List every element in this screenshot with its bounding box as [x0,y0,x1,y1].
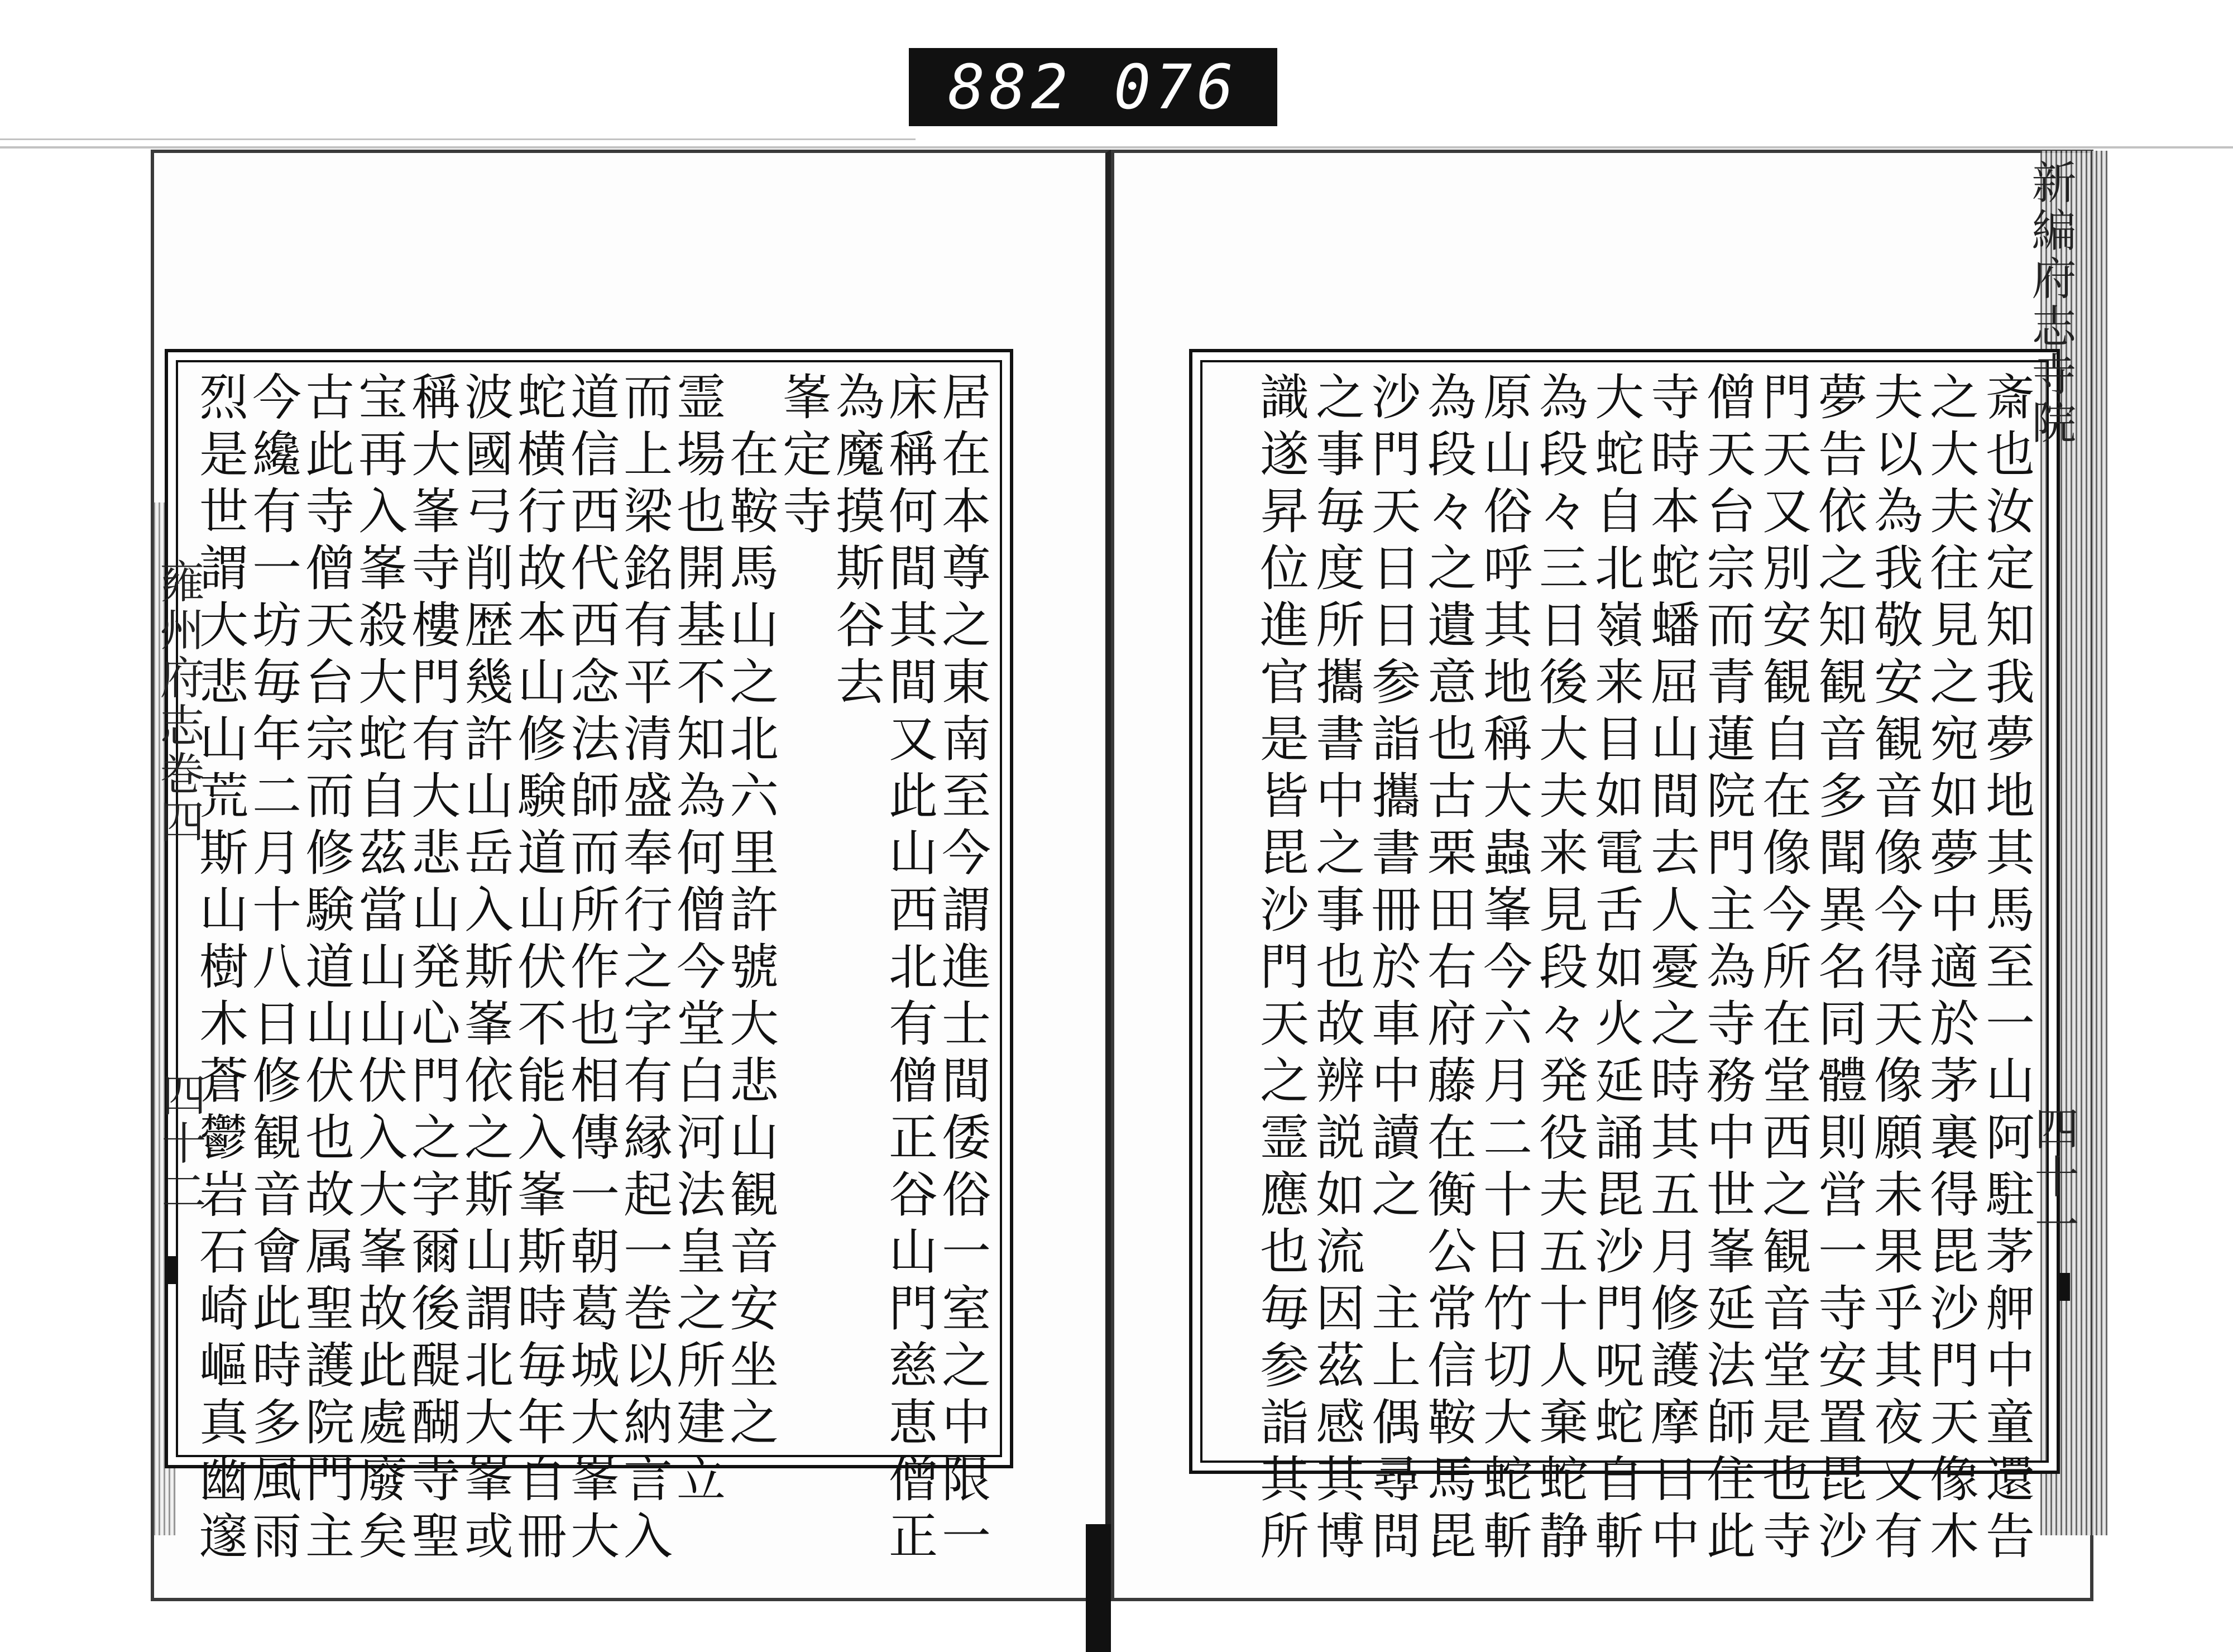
right-col-9: 為段々三日後大夫来見段々発役夫五十人棄蛇静 [1531,371,1589,1567]
left-col-1: 居在本尊之東南至今謂進士間倭俗一室之中限一 [934,371,991,1567]
right-col-8: 大蛇自北嶺来目如電舌如火延誦毘沙門呪蛇自斬 [1587,371,1645,1567]
binding-spine [1086,1524,1111,1652]
right-col-11: 為段々之遺意也古栗田右府藤在衡公常信鞍馬毘 [1420,371,1477,1567]
left-col-7: 而上梁銘有平清盛奉行之字有縁起一巻以納言入 [616,371,673,1567]
left-margin-title: 雍州府志巻四 [152,558,204,846]
archive-label: 882 076 [909,48,1277,126]
left-col-12: 宝再入峯殺大蛇自茲當山山伏入大峯故此處廢矣 [351,371,408,1567]
right-col-1: 斎也汝定知我夢地其馬至一山阿駐茅舺中童還告 [1978,371,2035,1567]
right-col-3: 夫以為我敬安観音像今得天像願未果乎其夜又有 [1866,371,1924,1567]
left-col-6: 霊場也開基不知為何僧今堂白河法皇之所建立 [669,371,726,1510]
left-col-9: 蛇横行故本山修験道山伏不能入峯斯時毎年自冊 [510,371,567,1567]
fold-mark-left [167,1256,178,1284]
right-col-13: 之事毎度所攜書中之事也故辨説如流因茲感其博 [1308,371,1365,1567]
left-col-2: 床稱何間其間又此山西北有僧正谷山門慈恵僧正 [881,371,938,1567]
left-col-11: 稱大峯寺樓門有大悲山発心門之字爾後醍醐寺聖 [404,371,461,1567]
left-page-number: 四十二 [154,1072,206,1216]
right-col-7: 寺時本蛇蟠屈山間去人憂之時其五月修護摩日中 [1643,371,1700,1567]
left-col-14: 今纔有一坊毎年二月十八日修観音會此時多風雨 [245,371,302,1567]
scan-line-top [0,146,2233,149]
left-col-15: 烈是世謂大悲山荒斯山樹木蒼鬱岩石崎嶇真幽邃 [191,371,249,1567]
right-col-10: 原山俗呼其地稱大蟲峯今六月二十日竹切大蛇斬 [1475,371,1533,1567]
left-col-3: 為魔摸斯谷去 [828,371,885,713]
right-col-4: 夢告依之知観音多聞異名同體則営一寺安置毘沙 [1810,371,1868,1567]
left-col-5: 在鞍馬山之北六里許號大悲山観音安坐之 [722,371,779,1453]
fold-mark-right [2060,1273,2070,1301]
right-col-6: 僧天台宗而青蓮院門主為寺務中世峯延法師住此 [1699,371,1756,1567]
right-col-14: 識遂昇位進官是皆毘沙門天之霊應也毎参詣其所 [1252,371,1310,1567]
scan-line-top-2 [0,138,916,140]
right-col-12: 沙門天日日参詣攜書冊於車中讀之 主上偶尋問 [1364,371,1421,1567]
left-col-4-heading: 峯定寺 [775,371,832,542]
right-col-5: 門天又別安観自在像今所在堂西之観音堂是也寺 [1755,371,1812,1567]
left-col-8: 道信西代西念法師而所作也相傳一朝葛城大峯大 [563,371,620,1567]
left-col-13: 古此寺僧天台宗而修験道山伏也故属聖護院門主 [298,371,355,1567]
right-col-2: 之大夫往見之宛如夢中適於茅裏得毘沙門天像木 [1922,371,1980,1567]
right-page-number: 四十一 [2027,1105,2079,1249]
right-margin-title: 新編府志寺院 [2024,159,2076,447]
left-col-10: 波國弓削歴幾許山岳入斯峯依之斯山謂北大峯或 [457,371,514,1567]
